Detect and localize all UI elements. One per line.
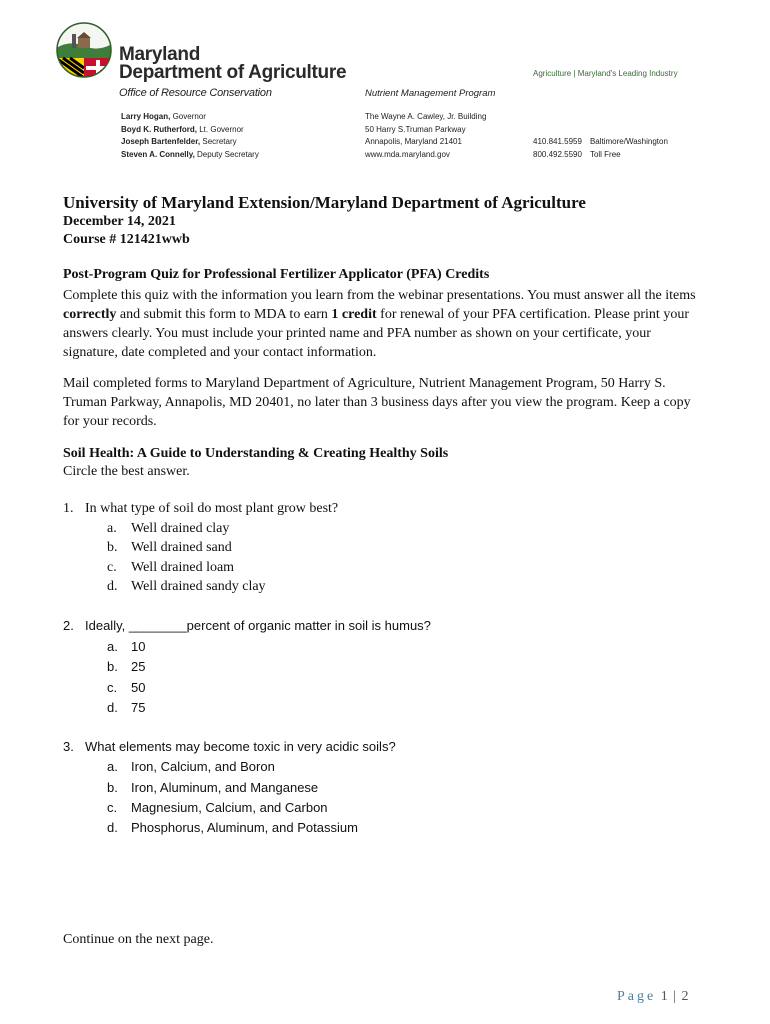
org-name-line1: Maryland [119, 44, 201, 65]
course-number: Course # 121421wwb [63, 232, 190, 247]
quiz-heading: Post-Program Quiz for Professional Fertilizer Applicator (PFA) Credits [63, 267, 490, 282]
official-line: Larry Hogan, Governor [121, 112, 206, 121]
answer-option[interactable]: b. 25 [107, 659, 146, 674]
program-name: Nutrient Management Program [365, 88, 496, 99]
instructions-paragraph: Complete this quiz with the information you learn from the webinar presentations. You must answer all the items correctly and submit this form to MDA to earn 1 credit for renewal of your PFA certification. Please print your answers clearly. You must include your printed name and PFA number as shown on your certificate, your signature, date completed and your contact information. [63, 288, 696, 360]
answer-option[interactable]: a. Iron, Calcium, and Boron [107, 759, 275, 775]
question-2: 2. Ideally, ________percent of organic matter in soil is humus? a. 10 b. 25 c. 50 d. 75 [63, 616, 431, 719]
section-instruction: Circle the best answer. [63, 464, 190, 479]
org-name-line2: Department of Agriculture [119, 62, 347, 83]
continue-note: Continue on the next page. [63, 932, 214, 947]
answer-option[interactable]: b. Iron, Aluminum, and Manganese [107, 779, 319, 795]
question-3: 3. What elements may become toxic in very acidic soils? a. Iron, Calcium, and Boron b. Iron, Aluminum, and Manganese c. Magnesium, Calcium, and Carbon d. Phosphorus, Aluminum, and Potassium [63, 737, 396, 838]
document-title: University of Maryland Extension/Maryland Department of Agriculture [63, 193, 586, 212]
answer-option[interactable]: d. Well drained sandy clay [107, 579, 266, 594]
official-line: Joseph Bartenfelder, Secretary [121, 137, 237, 146]
officials-list [121, 111, 259, 161]
question-text: Ideally, ________percent of organic matter in soil is humus? [85, 618, 431, 633]
answer-option[interactable]: a. Well drained clay [107, 520, 230, 536]
tagline: Agriculture | Maryland's Leading Industry [533, 69, 678, 78]
answer-option[interactable]: c. Magnesium, Calcium, and Carbon [107, 799, 328, 815]
question-text: In what type of soil do most plant grow best? [85, 501, 339, 516]
official-line: Steven A. Connelly, Deputy Secretary [121, 149, 259, 159]
answer-option[interactable]: d. 75 [107, 700, 146, 715]
mailing-address: The Wayne A. Cawley, Jr. Building 50 Harry S.Truman Parkway Annapolis, Maryland 21401 www.mda.maryland.gov [365, 111, 486, 161]
answer-option[interactable]: c. 50 [107, 679, 146, 695]
office-name: Office of Resource Conservation [119, 87, 272, 99]
answer-option[interactable]: a. 10 [107, 638, 146, 654]
course-date: December 14, 2021 [63, 214, 176, 229]
mda-seal-logo [56, 22, 112, 78]
answer-option[interactable]: c. Well drained loam [107, 559, 235, 575]
section-title: Soil Health: A Guide to Understanding & Creating Healthy Soils [63, 446, 449, 461]
website-link[interactable]: www.mda.maryland.gov [365, 149, 450, 159]
page-number: Page 1 | 2 [617, 989, 690, 1004]
official-line: Boyd K. Rutherford, Lt. Governor [121, 124, 244, 134]
phone-numbers: 410.841.5959 Baltimore/Washington 800.492.5590 Toll Free [533, 137, 668, 159]
answer-option[interactable]: b. Well drained sand [107, 540, 232, 555]
question-text: What elements may become toxic in very acidic soils? [85, 739, 396, 754]
mailing-instructions: Mail completed forms to Maryland Department of Agriculture, Nutrient Management Program, 50 Harry S. Truman Parkway, Annapolis, MD 20401, no later than 3 business days after you view the program. Keep a copy for your records. [63, 376, 691, 429]
answer-option[interactable]: d. Phosphorus, Aluminum, and Potassium [107, 820, 358, 836]
question-1: 1. In what type of soil do most plant grow best? a. Well drained clay b. Well drained sand c. Well drained loam d. Well drained sandy clay [63, 499, 338, 597]
